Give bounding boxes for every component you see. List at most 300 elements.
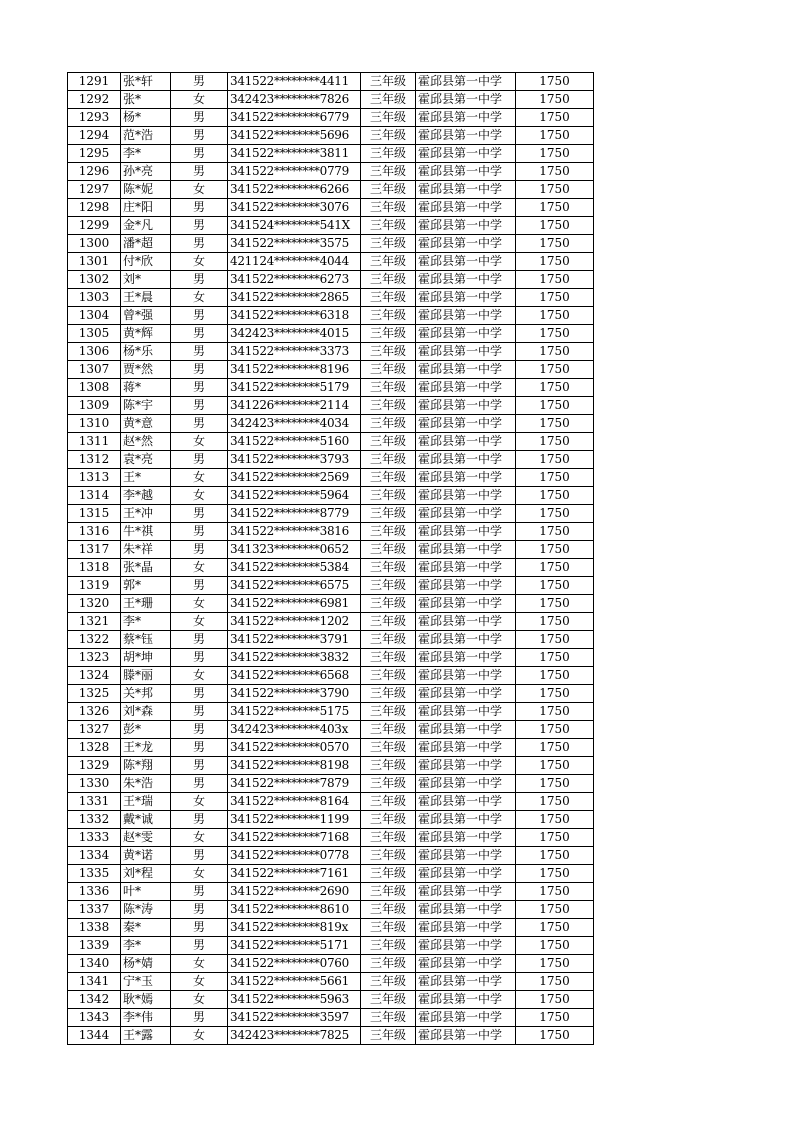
school-cell: 霍邱县第一中学 <box>416 451 516 469</box>
student-name-cell: 杨*乐 <box>121 343 171 361</box>
row-number-cell: 1302 <box>68 271 121 289</box>
grade-cell: 三年级 <box>361 1027 416 1045</box>
table-row <box>68 577 594 595</box>
table-row <box>68 883 594 901</box>
school-cell: 霍邱县第一中学 <box>416 901 516 919</box>
amount-cell: 1750 <box>516 325 594 343</box>
student-table-body <box>68 73 594 1045</box>
row-number-cell: 1309 <box>68 397 121 415</box>
school-cell: 霍邱县第一中学 <box>416 145 516 163</box>
row-number-cell: 1329 <box>68 757 121 775</box>
student-name-cell: 王*露 <box>121 1027 171 1045</box>
student-name-cell: 王*冲 <box>121 505 171 523</box>
id-number-cell: 341522********7168 <box>228 829 361 847</box>
table-row <box>68 613 594 631</box>
student-name-cell: 庄*阳 <box>121 199 171 217</box>
school-cell: 霍邱县第一中学 <box>416 433 516 451</box>
student-name-cell: 王*珊 <box>121 595 171 613</box>
student-name-cell: 金*凡 <box>121 217 171 235</box>
row-number-cell: 1323 <box>68 649 121 667</box>
school-cell: 霍邱县第一中学 <box>416 847 516 865</box>
grade-cell: 三年级 <box>361 343 416 361</box>
table-row <box>68 829 594 847</box>
amount-cell: 1750 <box>516 433 594 451</box>
gender-cell: 男 <box>171 199 228 217</box>
id-number-cell: 341522********3790 <box>228 685 361 703</box>
grade-cell: 三年级 <box>361 109 416 127</box>
row-number-cell: 1335 <box>68 865 121 883</box>
student-name-cell: 范*浩 <box>121 127 171 145</box>
gender-cell: 男 <box>171 109 228 127</box>
school-cell: 霍邱县第一中学 <box>416 757 516 775</box>
student-name-cell: 滕*丽 <box>121 667 171 685</box>
school-cell: 霍邱县第一中学 <box>416 577 516 595</box>
row-number-cell: 1327 <box>68 721 121 739</box>
student-name-cell: 胡*坤 <box>121 649 171 667</box>
table-row <box>68 289 594 307</box>
row-number-cell: 1331 <box>68 793 121 811</box>
student-name-cell: 孙*亮 <box>121 163 171 181</box>
amount-cell: 1750 <box>516 739 594 757</box>
school-cell: 霍邱县第一中学 <box>416 793 516 811</box>
id-number-cell: 341522********2690 <box>228 883 361 901</box>
amount-cell: 1750 <box>516 1009 594 1027</box>
row-number-cell: 1336 <box>68 883 121 901</box>
grade-cell: 三年级 <box>361 73 416 91</box>
amount-cell: 1750 <box>516 613 594 631</box>
school-cell: 霍邱县第一中学 <box>416 829 516 847</box>
id-number-cell: 341522********5696 <box>228 127 361 145</box>
row-number-cell: 1328 <box>68 739 121 757</box>
amount-cell: 1750 <box>516 199 594 217</box>
amount-cell: 1750 <box>516 829 594 847</box>
gender-cell: 女 <box>171 667 228 685</box>
id-number-cell: 342423********4034 <box>228 415 361 433</box>
id-number-cell: 341522********3791 <box>228 631 361 649</box>
student-name-cell: 王*瑞 <box>121 793 171 811</box>
row-number-cell: 1332 <box>68 811 121 829</box>
table-row <box>68 901 594 919</box>
student-name-cell: 叶* <box>121 883 171 901</box>
gender-cell: 男 <box>171 703 228 721</box>
grade-cell: 三年级 <box>361 415 416 433</box>
school-cell: 霍邱县第一中学 <box>416 289 516 307</box>
id-number-cell: 342423********7825 <box>228 1027 361 1045</box>
amount-cell: 1750 <box>516 847 594 865</box>
id-number-cell: 341522********1202 <box>228 613 361 631</box>
amount-cell: 1750 <box>516 757 594 775</box>
amount-cell: 1750 <box>516 343 594 361</box>
gender-cell: 男 <box>171 307 228 325</box>
id-number-cell: 341522********6981 <box>228 595 361 613</box>
row-number-cell: 1308 <box>68 379 121 397</box>
student-name-cell: 朱*祥 <box>121 541 171 559</box>
student-name-cell: 赵*雯 <box>121 829 171 847</box>
id-number-cell: 341522********8610 <box>228 901 361 919</box>
grade-cell: 三年级 <box>361 991 416 1009</box>
row-number-cell: 1314 <box>68 487 121 505</box>
gender-cell: 女 <box>171 793 228 811</box>
school-cell: 霍邱县第一中学 <box>416 397 516 415</box>
student-name-cell: 陈*宇 <box>121 397 171 415</box>
school-cell: 霍邱县第一中学 <box>416 937 516 955</box>
amount-cell: 1750 <box>516 559 594 577</box>
student-name-cell: 陈*涛 <box>121 901 171 919</box>
row-number-cell: 1311 <box>68 433 121 451</box>
grade-cell: 三年级 <box>361 649 416 667</box>
id-number-cell: 341522********0778 <box>228 847 361 865</box>
id-number-cell: 341226********2114 <box>228 397 361 415</box>
grade-cell: 三年级 <box>361 559 416 577</box>
amount-cell: 1750 <box>516 955 594 973</box>
row-number-cell: 1341 <box>68 973 121 991</box>
school-cell: 霍邱县第一中学 <box>416 775 516 793</box>
gender-cell: 男 <box>171 883 228 901</box>
row-number-cell: 1318 <box>68 559 121 577</box>
grade-cell: 三年级 <box>361 307 416 325</box>
table-row <box>68 199 594 217</box>
amount-cell: 1750 <box>516 775 594 793</box>
row-number-cell: 1342 <box>68 991 121 1009</box>
gender-cell: 女 <box>171 613 228 631</box>
grade-cell: 三年级 <box>361 919 416 937</box>
amount-cell: 1750 <box>516 127 594 145</box>
gender-cell: 男 <box>171 73 228 91</box>
row-number-cell: 1295 <box>68 145 121 163</box>
gender-cell: 女 <box>171 955 228 973</box>
school-cell: 霍邱县第一中学 <box>416 811 516 829</box>
row-number-cell: 1294 <box>68 127 121 145</box>
gender-cell: 女 <box>171 469 228 487</box>
row-number-cell: 1304 <box>68 307 121 325</box>
grade-cell: 三年级 <box>361 757 416 775</box>
row-number-cell: 1297 <box>68 181 121 199</box>
id-number-cell: 341522********6568 <box>228 667 361 685</box>
grade-cell: 三年级 <box>361 469 416 487</box>
gender-cell: 女 <box>171 595 228 613</box>
school-cell: 霍邱县第一中学 <box>416 523 516 541</box>
amount-cell: 1750 <box>516 361 594 379</box>
student-name-cell: 曾*强 <box>121 307 171 325</box>
grade-cell: 三年级 <box>361 883 416 901</box>
id-number-cell: 342423********4015 <box>228 325 361 343</box>
gender-cell: 男 <box>171 811 228 829</box>
id-number-cell: 341522********8164 <box>228 793 361 811</box>
row-number-cell: 1300 <box>68 235 121 253</box>
school-cell: 霍邱县第一中学 <box>416 469 516 487</box>
student-name-cell: 张* <box>121 91 171 109</box>
id-number-cell: 341522********0779 <box>228 163 361 181</box>
row-number-cell: 1313 <box>68 469 121 487</box>
gender-cell: 男 <box>171 325 228 343</box>
table-row <box>68 685 594 703</box>
grade-cell: 三年级 <box>361 487 416 505</box>
school-cell: 霍邱县第一中学 <box>416 73 516 91</box>
table-row <box>68 667 594 685</box>
school-cell: 霍邱县第一中学 <box>416 127 516 145</box>
table-row <box>68 523 594 541</box>
id-number-cell: 341522********5179 <box>228 379 361 397</box>
school-cell: 霍邱县第一中学 <box>416 1027 516 1045</box>
table-row <box>68 379 594 397</box>
gender-cell: 女 <box>171 829 228 847</box>
id-number-cell: 421124********4044 <box>228 253 361 271</box>
gender-cell: 男 <box>171 163 228 181</box>
table-row <box>68 397 594 415</box>
gender-cell: 女 <box>171 487 228 505</box>
table-row <box>68 253 594 271</box>
gender-cell: 男 <box>171 685 228 703</box>
student-name-cell: 彭* <box>121 721 171 739</box>
grade-cell: 三年级 <box>361 595 416 613</box>
id-number-cell: 341522********4411 <box>228 73 361 91</box>
table-row <box>68 307 594 325</box>
id-number-cell: 341522********3816 <box>228 523 361 541</box>
amount-cell: 1750 <box>516 973 594 991</box>
school-cell: 霍邱县第一中学 <box>416 721 516 739</box>
table-row <box>68 1027 594 1045</box>
amount-cell: 1750 <box>516 991 594 1009</box>
row-number-cell: 1312 <box>68 451 121 469</box>
amount-cell: 1750 <box>516 91 594 109</box>
table-row <box>68 973 594 991</box>
school-cell: 霍邱县第一中学 <box>416 307 516 325</box>
gender-cell: 男 <box>171 937 228 955</box>
table-row <box>68 325 594 343</box>
school-cell: 霍邱县第一中学 <box>416 343 516 361</box>
gender-cell: 女 <box>171 991 228 1009</box>
school-cell: 霍邱县第一中学 <box>416 919 516 937</box>
amount-cell: 1750 <box>516 595 594 613</box>
table-row <box>68 145 594 163</box>
amount-cell: 1750 <box>516 865 594 883</box>
grade-cell: 三年级 <box>361 685 416 703</box>
table-row <box>68 361 594 379</box>
gender-cell: 男 <box>171 397 228 415</box>
gender-cell: 男 <box>171 739 228 757</box>
student-name-cell: 赵*然 <box>121 433 171 451</box>
grade-cell: 三年级 <box>361 397 416 415</box>
table-row <box>68 451 594 469</box>
school-cell: 霍邱县第一中学 <box>416 415 516 433</box>
table-row <box>68 919 594 937</box>
student-name-cell: 朱*浩 <box>121 775 171 793</box>
amount-cell: 1750 <box>516 541 594 559</box>
gender-cell: 男 <box>171 505 228 523</box>
grade-cell: 三年级 <box>361 973 416 991</box>
table-row <box>68 739 594 757</box>
student-name-cell: 王* <box>121 469 171 487</box>
table-row <box>68 505 594 523</box>
table-row <box>68 271 594 289</box>
school-cell: 霍邱县第一中学 <box>416 361 516 379</box>
row-number-cell: 1343 <box>68 1009 121 1027</box>
school-cell: 霍邱县第一中学 <box>416 865 516 883</box>
amount-cell: 1750 <box>516 703 594 721</box>
school-cell: 霍邱县第一中学 <box>416 541 516 559</box>
table-row <box>68 73 594 91</box>
grade-cell: 三年级 <box>361 127 416 145</box>
school-cell: 霍邱县第一中学 <box>416 199 516 217</box>
school-cell: 霍邱县第一中学 <box>416 955 516 973</box>
grade-cell: 三年级 <box>361 433 416 451</box>
row-number-cell: 1296 <box>68 163 121 181</box>
school-cell: 霍邱县第一中学 <box>416 325 516 343</box>
amount-cell: 1750 <box>516 523 594 541</box>
grade-cell: 三年级 <box>361 361 416 379</box>
id-number-cell: 341522********3811 <box>228 145 361 163</box>
student-name-cell: 秦* <box>121 919 171 937</box>
table-row <box>68 703 594 721</box>
table-row <box>68 721 594 739</box>
school-cell: 霍邱县第一中学 <box>416 91 516 109</box>
id-number-cell: 341522********5384 <box>228 559 361 577</box>
table-row <box>68 235 594 253</box>
school-cell: 霍邱县第一中学 <box>416 253 516 271</box>
grade-cell: 三年级 <box>361 793 416 811</box>
school-cell: 霍邱县第一中学 <box>416 271 516 289</box>
grade-cell: 三年级 <box>361 523 416 541</box>
amount-cell: 1750 <box>516 235 594 253</box>
school-cell: 霍邱县第一中学 <box>416 109 516 127</box>
gender-cell: 男 <box>171 415 228 433</box>
gender-cell: 男 <box>171 127 228 145</box>
grade-cell: 三年级 <box>361 325 416 343</box>
student-name-cell: 张*轩 <box>121 73 171 91</box>
amount-cell: 1750 <box>516 163 594 181</box>
gender-cell: 男 <box>171 1009 228 1027</box>
gender-cell: 女 <box>171 1027 228 1045</box>
amount-cell: 1750 <box>516 109 594 127</box>
school-cell: 霍邱县第一中学 <box>416 667 516 685</box>
gender-cell: 男 <box>171 235 228 253</box>
student-name-cell: 李* <box>121 145 171 163</box>
gender-cell: 男 <box>171 451 228 469</box>
row-number-cell: 1320 <box>68 595 121 613</box>
row-number-cell: 1316 <box>68 523 121 541</box>
school-cell: 霍邱县第一中学 <box>416 685 516 703</box>
row-number-cell: 1301 <box>68 253 121 271</box>
amount-cell: 1750 <box>516 145 594 163</box>
grade-cell: 三年级 <box>361 91 416 109</box>
amount-cell: 1750 <box>516 631 594 649</box>
gender-cell: 女 <box>171 559 228 577</box>
student-name-cell: 贾*然 <box>121 361 171 379</box>
grade-cell: 三年级 <box>361 613 416 631</box>
row-number-cell: 1306 <box>68 343 121 361</box>
amount-cell: 1750 <box>516 919 594 937</box>
row-number-cell: 1344 <box>68 1027 121 1045</box>
gender-cell: 男 <box>171 343 228 361</box>
table-row <box>68 865 594 883</box>
amount-cell: 1750 <box>516 811 594 829</box>
row-number-cell: 1334 <box>68 847 121 865</box>
student-name-cell: 耿*嫣 <box>121 991 171 1009</box>
grade-cell: 三年级 <box>361 847 416 865</box>
table-row <box>68 631 594 649</box>
id-number-cell: 341522********6575 <box>228 577 361 595</box>
grade-cell: 三年级 <box>361 289 416 307</box>
table-row <box>68 415 594 433</box>
table-row <box>68 343 594 361</box>
row-number-cell: 1325 <box>68 685 121 703</box>
student-name-cell: 李* <box>121 613 171 631</box>
school-cell: 霍邱县第一中学 <box>416 487 516 505</box>
table-row <box>68 541 594 559</box>
row-number-cell: 1339 <box>68 937 121 955</box>
gender-cell: 男 <box>171 577 228 595</box>
gender-cell: 男 <box>171 649 228 667</box>
school-cell: 霍邱县第一中学 <box>416 217 516 235</box>
grade-cell: 三年级 <box>361 181 416 199</box>
row-number-cell: 1315 <box>68 505 121 523</box>
table-row <box>68 649 594 667</box>
id-number-cell: 341323********0652 <box>228 541 361 559</box>
school-cell: 霍邱县第一中学 <box>416 163 516 181</box>
table-row <box>68 559 594 577</box>
id-number-cell: 341522********2865 <box>228 289 361 307</box>
grade-cell: 三年级 <box>361 775 416 793</box>
row-number-cell: 1299 <box>68 217 121 235</box>
school-cell: 霍邱县第一中学 <box>416 595 516 613</box>
amount-cell: 1750 <box>516 937 594 955</box>
id-number-cell: 341522********6318 <box>228 307 361 325</box>
amount-cell: 1750 <box>516 253 594 271</box>
gender-cell: 女 <box>171 181 228 199</box>
student-name-cell: 杨*婧 <box>121 955 171 973</box>
amount-cell: 1750 <box>516 721 594 739</box>
gender-cell: 女 <box>171 433 228 451</box>
table-row <box>68 793 594 811</box>
school-cell: 霍邱县第一中学 <box>416 973 516 991</box>
id-number-cell: 341522********5963 <box>228 991 361 1009</box>
table-row <box>68 487 594 505</box>
id-number-cell: 341522********0760 <box>228 955 361 973</box>
student-name-cell: 黄*辉 <box>121 325 171 343</box>
id-number-cell: 341522********2569 <box>228 469 361 487</box>
school-cell: 霍邱县第一中学 <box>416 379 516 397</box>
id-number-cell: 341522********5964 <box>228 487 361 505</box>
amount-cell: 1750 <box>516 667 594 685</box>
amount-cell: 1750 <box>516 307 594 325</box>
row-number-cell: 1333 <box>68 829 121 847</box>
row-number-cell: 1293 <box>68 109 121 127</box>
amount-cell: 1750 <box>516 577 594 595</box>
student-name-cell: 李*越 <box>121 487 171 505</box>
grade-cell: 三年级 <box>361 631 416 649</box>
gender-cell: 女 <box>171 289 228 307</box>
id-number-cell: 341522********8779 <box>228 505 361 523</box>
table-row <box>68 955 594 973</box>
row-number-cell: 1310 <box>68 415 121 433</box>
id-number-cell: 341522********6266 <box>228 181 361 199</box>
row-number-cell: 1307 <box>68 361 121 379</box>
id-number-cell: 341522********3373 <box>228 343 361 361</box>
table-row <box>68 1009 594 1027</box>
grade-cell: 三年级 <box>361 271 416 289</box>
grade-cell: 三年级 <box>361 451 416 469</box>
gender-cell: 男 <box>171 901 228 919</box>
student-name-cell: 陈*妮 <box>121 181 171 199</box>
table-row <box>68 91 594 109</box>
id-number-cell: 341522********3793 <box>228 451 361 469</box>
amount-cell: 1750 <box>516 883 594 901</box>
student-name-cell: 袁*亮 <box>121 451 171 469</box>
id-number-cell: 341522********5171 <box>228 937 361 955</box>
row-number-cell: 1317 <box>68 541 121 559</box>
amount-cell: 1750 <box>516 451 594 469</box>
grade-cell: 三年级 <box>361 1009 416 1027</box>
